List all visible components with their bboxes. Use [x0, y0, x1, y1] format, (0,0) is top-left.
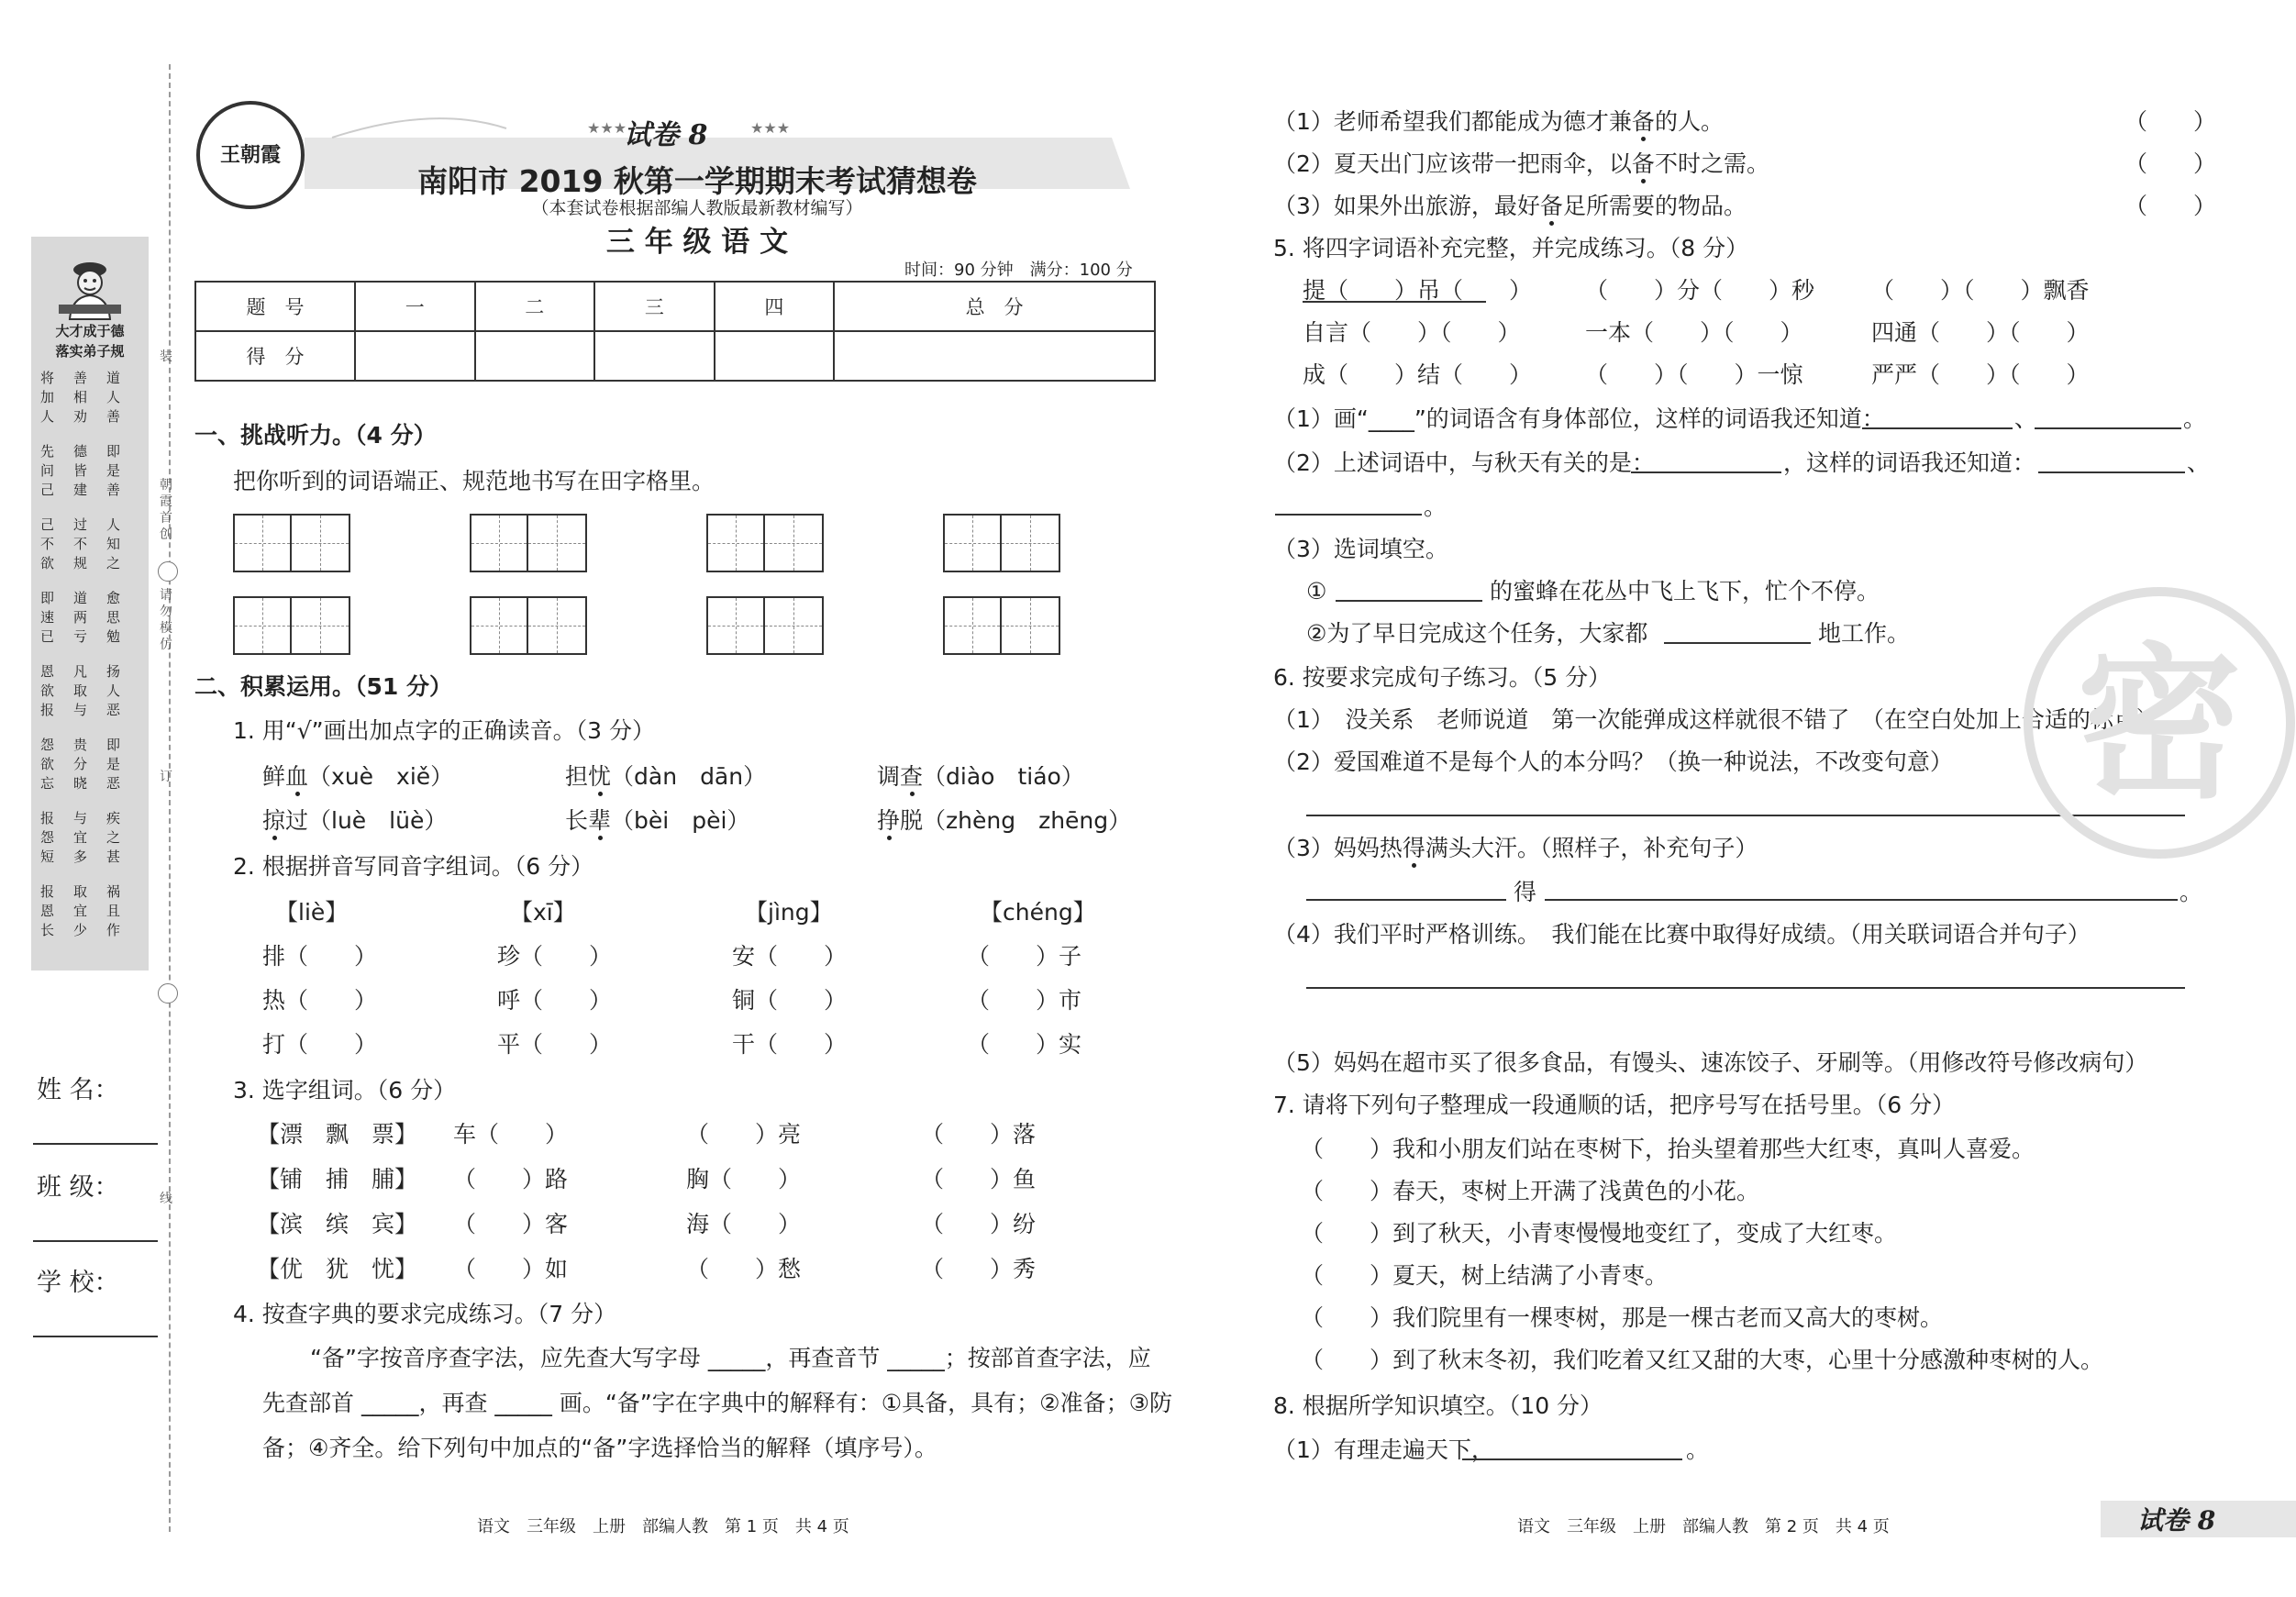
q3-cell[interactable]: （ ）纷: [921, 1211, 1037, 1237]
q4-sentence-post: 的人。: [1654, 108, 1724, 135]
q3-cell[interactable]: （ ）客: [453, 1211, 569, 1237]
q6-s3-end: 。: [2180, 879, 2203, 905]
q5-sub1: （1）画“____”的词语含有身体部位，这样的词语我还知道：: [1273, 405, 1885, 432]
tianzige-box[interactable]: [233, 514, 350, 572]
tianzige-box[interactable]: [943, 514, 1060, 572]
q6-sentence-2: （2）爱国难道不是每个人的本分吗？（换一种说法，不改变句意）: [1273, 749, 1953, 775]
exam-subtitle: （本套试卷根据部编人教版最新教材编写）: [531, 198, 863, 218]
section-1-heading: 一、挑战听力。（4 分）: [194, 422, 437, 449]
q5-underline-mark: [1303, 301, 1486, 303]
q7-item[interactable]: （ ）夏天，树上结满了小青枣。: [1301, 1262, 1669, 1289]
sidebar-motto-column: 己不欲: [40, 516, 55, 571]
q8-s1-end: 。: [1686, 1436, 1710, 1463]
q6-sentence-3: [1273, 835, 1758, 862]
q3-cell[interactable]: （ ）如: [453, 1256, 569, 1282]
q3-cell[interactable]: （ ）鱼: [921, 1166, 1037, 1192]
q1-item-pre: 担: [565, 763, 589, 790]
q5-sub1-blank-1[interactable]: [1862, 427, 2013, 429]
q4-paragraph-line-1: “备”字按音序查字法，应先查大写字母 _____，再查音节 _____；按部首查字法，应: [310, 1345, 1151, 1371]
q4-prompt: 4. 按查字典的要求完成练习。（7 分）: [233, 1301, 617, 1327]
sidebar-motto-column: 凡取与: [73, 663, 88, 718]
q6-s4-answer-line[interactable]: [1306, 987, 2185, 989]
q5-sub1-sep: 、: [2014, 405, 2038, 432]
name-field[interactable]: [33, 1143, 158, 1145]
score-cell[interactable]: [834, 331, 1155, 381]
q3-cell[interactable]: （ ）路: [453, 1166, 569, 1192]
q3-cell[interactable]: 海（ ）: [686, 1211, 802, 1237]
q5-fill1-num: ①: [1306, 578, 1327, 604]
q6-s3-pre: （3）妈妈热: [1273, 835, 1403, 861]
q2-cell[interactable]: （ ）市: [967, 987, 1082, 1014]
q5-fill2-text: ②为了早日完成这个任务，大家都: [1306, 620, 1648, 647]
q4-sentence-pre: （2）夏天出门应该带一把雨伞，以: [1273, 150, 1632, 177]
watermark-char: 密: [2076, 629, 2242, 821]
q4-sentence-dot-char: 备: [1631, 108, 1655, 135]
q8-prompt: 8. 根据所学知识填空。（10 分）: [1273, 1392, 1603, 1419]
q5-fill1-text: 的蜜蜂在花丛中飞上飞下，忙个不停。: [1490, 578, 1880, 604]
q4-paragraph-line-2: 先查部首 _____，再查 _____ 画。“备”字在字典中的解释有：①具备，具有；②准备；③防: [262, 1390, 1172, 1416]
q3-char-options: 【漂 飘 票】: [257, 1121, 418, 1148]
star-decoration-left: ★★★: [587, 119, 627, 137]
q2-cell[interactable]: 平（ ）: [497, 1031, 613, 1058]
logo-emblem: [196, 101, 305, 209]
q3-cell[interactable]: 车（ ）: [453, 1121, 569, 1148]
q1-item-dot-char: 血: [285, 763, 309, 790]
sidebar-motto-column: 将加人: [40, 370, 55, 425]
star-decoration-right: ★★★: [750, 119, 791, 137]
sidebar-motto-1: 大才成于德: [55, 323, 125, 339]
score-header-cell: 四: [715, 282, 835, 331]
q1-item-dot-char: 忧: [588, 763, 612, 790]
q2-prompt: 2. 根据拼音写同音字组词。（6 分）: [233, 853, 594, 880]
sidebar-motto-column: 德皆建: [73, 443, 88, 498]
q5-prompt: 5. 将四字词语补充完整，并完成练习。（8 分）: [1273, 235, 1749, 261]
score-cell[interactable]: [594, 331, 715, 381]
sidebar-motto-column: 取宜少: [73, 883, 88, 938]
q6-sentence-1: （1） 没关系 老师说道 第一次能弹成这样就很不错了 （在空白处加上合适的标点）: [1273, 706, 2159, 733]
q1-item[interactable]: [262, 763, 453, 791]
q6-prompt: 6. 按要求完成句子练习。（5 分）: [1273, 664, 1612, 691]
sidebar-motto-column: 疾之甚: [106, 810, 121, 865]
footer-left: 语文 三年级 上册 部编人教 第 1 页 共 4 页: [477, 1517, 849, 1536]
score-cell[interactable]: [475, 331, 595, 381]
q5-sub1-end: 。: [2183, 405, 2207, 432]
score-header-cell: 题 号: [195, 282, 355, 331]
q5-idiom[interactable]: 严严（ ）（ ）: [1871, 361, 2090, 388]
school-field-label: 学 校：: [37, 1269, 119, 1297]
q6-s3-blank-2[interactable]: [1545, 899, 2178, 901]
sidebar-motto-column: 报恩长: [40, 883, 55, 938]
tianzige-cell: [1002, 598, 1059, 653]
tianzige-cell: [292, 516, 349, 571]
sidebar-motto-column: 先问己: [40, 443, 55, 498]
tianzige-box[interactable]: [706, 596, 824, 655]
q5-idiom[interactable]: （ ）分（ ）秒: [1585, 277, 1815, 304]
q5-idiom[interactable]: 成（ ）结（ ）: [1303, 361, 1533, 388]
q1-item-post: 过（luè lüè）: [285, 807, 448, 834]
exam-title: 南阳市 2019 秋第一学期期末考试猜想卷: [417, 163, 977, 199]
scholar-icon: [53, 248, 127, 321]
q2-cell[interactable]: （ ）子: [967, 943, 1082, 970]
sidebar-motto-column: 与宜多: [73, 810, 88, 865]
score-header-cell: 二: [475, 282, 595, 331]
q5-idiom[interactable]: （ ）（ ）一惊: [1585, 361, 1803, 388]
q3-cell[interactable]: 胸（ ）: [686, 1166, 802, 1192]
q7-item[interactable]: （ ）我们院里有一棵枣树，那是一棵古老而又高大的枣树。: [1301, 1304, 1944, 1331]
q5-fill2-end: 地工作。: [1818, 620, 1911, 647]
q5-sub2-blank-2[interactable]: [2038, 471, 2185, 473]
q7-item[interactable]: （ ）到了秋末冬初，我们吃着又红又甜的大枣，心里十分感激种枣树的人。: [1301, 1347, 2104, 1373]
tianzige-cell: [1002, 516, 1059, 571]
sidebar-motto-column: 报怨短: [40, 810, 55, 865]
q5-fill1-blank[interactable]: [1336, 600, 1482, 602]
q4-sentence-pre: （3）如果外出旅游，最好: [1273, 193, 1540, 219]
binding-hole-icon: [158, 561, 178, 582]
sidebar-motto-column: 善相劝: [73, 370, 88, 425]
q3-char-options: 【优 犹 忧】: [257, 1256, 418, 1282]
sidebar-motto-column: 扬人恶: [106, 663, 121, 718]
q6-s3-post: 满头大汗。（照样子，补充句子）: [1425, 835, 1758, 861]
q4-answer-paren[interactable]: （ ）: [2124, 150, 2217, 177]
class-field-label: 班 级：: [37, 1173, 119, 1202]
q1-item-post: （xuè xiě）: [308, 763, 454, 790]
class-field[interactable]: [33, 1240, 158, 1242]
q5-idiom[interactable]: 四通（ ）（ ）: [1871, 319, 2090, 346]
sidebar-motto-column: 愈思勉: [106, 590, 121, 645]
time-info: 时间：90 分钟 满分：100 分: [904, 261, 1133, 280]
sidebar-motto-column: 即是恶: [106, 737, 121, 792]
sidebar-motto-column: 贵分晓: [73, 737, 88, 792]
binding-label-zhuang: 装: [160, 349, 172, 364]
tianzige-box[interactable]: [943, 596, 1060, 655]
q5-sub2-sep: 、: [2187, 449, 2211, 476]
sidebar-motto-column: 恩欲报: [40, 663, 55, 718]
q8-sentence-1: （1）有理走遍天下，: [1273, 1436, 1494, 1463]
q1-item[interactable]: [877, 763, 1084, 791]
q4-sentence-post: 足所需要的物品。: [1562, 193, 1747, 219]
q1-item-post: （bèi pèi）: [611, 807, 750, 834]
logo-text: 王朝霞: [219, 143, 281, 167]
q1-item-dot-char: 挣: [877, 807, 901, 834]
sidebar-motto-column: 怨欲忘: [40, 737, 55, 792]
q2-cell[interactable]: 排（ ）: [262, 943, 378, 970]
q5-sub2-blank-3[interactable]: [1275, 514, 1422, 516]
subject-title: 三 年 级 语 文: [605, 226, 789, 259]
q4-sentence: [1273, 150, 1769, 178]
q1-item[interactable]: [877, 807, 1131, 835]
sidebar-motto-column: 道人善: [106, 370, 121, 425]
q5-sub2-end: 。: [1424, 494, 1447, 520]
q2-cell[interactable]: 干（ ）: [732, 1031, 848, 1058]
footer-right: 语文 三年级 上册 部编人教 第 2 页 共 4 页: [1517, 1517, 1890, 1536]
q1-item-dot-char: 查: [900, 763, 924, 790]
q3-cell[interactable]: （ ）落: [921, 1121, 1037, 1148]
sidebar-motto-column: 即是善: [106, 443, 121, 498]
score-cell[interactable]: [355, 331, 475, 381]
q4-sentence: [1273, 108, 1724, 136]
tianzige-cell: [765, 598, 822, 653]
q2-cell[interactable]: 安（ ）: [732, 943, 848, 970]
sidebar-motto-column: 祸且作: [106, 883, 121, 938]
q6-s3-dot-char: 得: [1402, 835, 1425, 861]
sidebar-motto-column: 过不规: [73, 516, 88, 571]
q4-sentence-dot-char: 备: [1539, 193, 1563, 219]
tianzige-cell: [235, 516, 292, 571]
q1-item-post: （diào tiáo）: [923, 763, 1084, 790]
tianzige-cell: [471, 516, 528, 571]
q5-fill2-blank[interactable]: [1664, 642, 1811, 644]
q5-sub2-start: （2）上述词语中，与秋天有关的是：: [1273, 449, 1655, 476]
q5-idiom[interactable]: （ ）（ ）飘香: [1871, 277, 2090, 304]
tianzige-box[interactable]: [470, 596, 587, 655]
tianzige-cell: [945, 598, 1002, 653]
score-row-label: 得 分: [195, 331, 355, 381]
sidebar-motto-column: 即速已: [40, 590, 55, 645]
q2-cell[interactable]: 打（ ）: [262, 1031, 378, 1058]
q1-item[interactable]: [262, 807, 447, 835]
tianzige-cell: [765, 516, 822, 571]
tianzige-cell: [945, 516, 1002, 571]
q1-item[interactable]: [565, 763, 766, 791]
q1-item[interactable]: [565, 807, 749, 835]
binding-label-ding: 订: [160, 770, 172, 784]
q7-item[interactable]: （ ）到了秋天，小青枣慢慢地变红了，变成了大红枣。: [1301, 1220, 1898, 1247]
binding-hole-icon: [158, 983, 178, 1004]
tianzige-cell: [235, 598, 292, 653]
q5-idiom[interactable]: 自言（ ）（ ）: [1303, 319, 1521, 346]
q8-s1-blank[interactable]: [1462, 1458, 1682, 1460]
q5-idiom[interactable]: 提（ ）吊（ ）: [1303, 277, 1533, 304]
binding-label-xian: 线: [160, 1192, 172, 1206]
q2-cell[interactable]: 铜（ ）: [732, 987, 848, 1014]
q5-sub1-blank-2[interactable]: [2035, 427, 2181, 429]
q6-s3-mid: 得: [1514, 879, 1537, 905]
footer-badge: 试卷 8: [2137, 1505, 2216, 1536]
q3-cell[interactable]: （ ）秀: [921, 1256, 1037, 1282]
score-header-cell: 三: [594, 282, 715, 331]
q2-cell[interactable]: 热（ ）: [262, 987, 378, 1014]
sidebar-motto-2: 落实弟子规: [55, 343, 125, 360]
q5-sub3: （3）选词填空。: [1273, 536, 1448, 562]
score-table: [194, 281, 1156, 382]
q1-item-pre: 长: [565, 807, 589, 834]
tianzige-cell: [708, 598, 765, 653]
tianzige-cell: [528, 598, 585, 653]
q1-item-pre: 鲜: [262, 763, 286, 790]
q6-s2-answer-line[interactable]: [1306, 815, 2185, 816]
q3-cell[interactable]: （ ）亮: [686, 1121, 802, 1148]
tianzige-box[interactable]: [233, 596, 350, 655]
q1-item-pre: 调: [877, 763, 901, 790]
tianzige-cell: [708, 516, 765, 571]
tianzige-cell: [471, 598, 528, 653]
tianzige-box[interactable]: [706, 514, 824, 572]
q2-pinyin: 【jìng】: [745, 899, 833, 926]
q6-sentence-5: （5）妈妈在超市买了很多食品，有馒头、速冻饺子、牙刷等。（用修改符号修改病句）: [1273, 1049, 2148, 1076]
q2-pinyin: 【chéng】: [980, 899, 1096, 926]
q4-answer-paren[interactable]: （ ）: [2124, 193, 2217, 219]
tianzige-cell: [528, 516, 585, 571]
section-1-instruction: 把你听到的词语端正、规范地书写在田字格里。: [233, 468, 715, 494]
q2-cell[interactable]: （ ）实: [967, 1031, 1082, 1058]
q4-sentence: [1273, 193, 1747, 220]
q6-sentence-4: （4）我们平时严格训练。 我们能在比赛中取得好成绩。（用关联词语合并句子）: [1273, 921, 2091, 948]
q7-prompt: 7. 请将下列句子整理成一段通顺的话，把序号写在括号里。（6 分）: [1273, 1092, 1956, 1118]
q4-sentence-dot-char: 备: [1631, 150, 1655, 177]
q1-item-dot-char: 掠: [262, 807, 286, 834]
q5-sub2-blank-1[interactable]: [1631, 471, 1781, 473]
tianzige-cell: [292, 598, 349, 653]
tianzige-box[interactable]: [470, 514, 587, 572]
q2-cell[interactable]: 珍（ ）: [497, 943, 613, 970]
section-2-heading: 二、积累运用。（51 分）: [194, 673, 452, 700]
q7-item[interactable]: （ ）春天，枣树上开满了浅黄色的小花。: [1301, 1178, 1760, 1204]
q6-s3-blank-1[interactable]: [1306, 899, 1506, 901]
q5-sub2-mid: ，这样的词语我还知道：: [1783, 449, 2036, 476]
name-field-label: 姓 名：: [37, 1076, 119, 1104]
q1-item-post: （dàn dān）: [611, 763, 767, 790]
score-header-cell: 一: [355, 282, 475, 331]
q2-pinyin: 【xī】: [510, 899, 576, 926]
q5-idiom[interactable]: 一本（ ）（ ）: [1585, 319, 1803, 346]
q2-cell[interactable]: 呼（ ）: [497, 987, 613, 1014]
q3-char-options: 【滨 缤 宾】: [257, 1211, 418, 1237]
school-field[interactable]: [33, 1336, 158, 1337]
q4-answer-paren[interactable]: （ ）: [2124, 108, 2217, 135]
q3-prompt: 3. 选字组词。（6 分）: [233, 1077, 457, 1103]
q3-char-options: 【铺 捕 脯】: [257, 1166, 418, 1192]
sidebar-motto-column: 道两亏: [73, 590, 88, 645]
q4-sentence-pre: （1）老师希望我们都能成为德才兼: [1273, 108, 1632, 135]
q1-item-post: 脱（zhèng zhēng）: [900, 807, 1132, 834]
q1-prompt: 1. 用“√”画出加点字的正确读音。（3 分）: [233, 717, 655, 744]
binding-label-shouchuang: 朝霞首创: [160, 478, 172, 542]
q3-cell[interactable]: （ ）愁: [686, 1256, 802, 1282]
binding-label-mofang: 请勿模仿: [160, 588, 172, 652]
q1-item-dot-char: 辈: [588, 807, 612, 834]
confidential-watermark: [2024, 587, 2295, 859]
score-header-cell: 总 分: [834, 282, 1155, 331]
q2-pinyin: 【liè】: [275, 899, 349, 926]
exam-number-badge: 试卷 8: [624, 119, 708, 151]
q4-paragraph-line-3: 备；④齐全。给下列句中加点的“备”字选择恰当的解释（填序号）。: [262, 1435, 937, 1461]
q7-item[interactable]: （ ）我和小朋友们站在枣树下，抬头望着那些大红枣，真叫人喜爱。: [1301, 1136, 2035, 1162]
binding-line: [169, 64, 171, 1532]
score-cell[interactable]: [715, 331, 835, 381]
q4-sentence-post: 不时之需。: [1654, 150, 1769, 177]
sidebar-motto-column: 人知之: [106, 516, 121, 571]
